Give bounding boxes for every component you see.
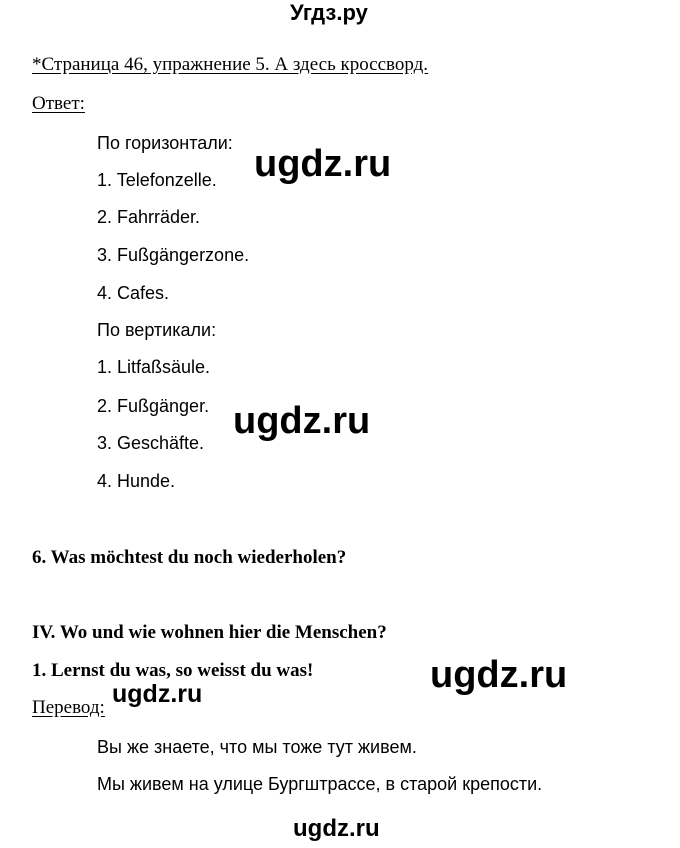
watermark: ugdz.ru: [430, 654, 568, 696]
watermark: ugdz.ru: [293, 815, 380, 842]
subsection-1-title: 1. Lernst du was, so weisst du was!: [32, 660, 314, 681]
horizontal-title: По горизонтали:: [97, 133, 233, 153]
translation-line: Мы живем на улице Бургштрассе, в старой крепости.: [97, 774, 543, 794]
list-item: 4. Cafes.: [97, 283, 170, 303]
vertical-title: По вертикали:: [97, 320, 217, 340]
list-item: 3. Fußgängerzone.: [97, 245, 250, 265]
translation-line: Вы же знаете, что мы тоже тут живем.: [97, 737, 417, 757]
watermark: ugdz.ru: [112, 680, 203, 708]
site-header: Угдз.ру: [290, 0, 368, 25]
list-item: 3. Geschäfte.: [97, 433, 205, 453]
translation-label: Перевод:: [32, 697, 105, 718]
watermark: ugdz.ru: [254, 143, 392, 185]
answer-label: Ответ:: [32, 93, 85, 114]
section-4-title: IV. Wo und wie wohnen hier die Menschen?: [32, 622, 387, 643]
list-item: 1. Telefonzelle.: [97, 170, 217, 190]
list-item: 4. Hunde.: [97, 471, 176, 491]
list-item: 1. Litfaßsäule.: [97, 357, 211, 377]
watermark: ugdz.ru: [233, 400, 371, 442]
task-header: *Страница 46, упражнение 5. А здесь кроссворд.: [32, 54, 429, 75]
list-item: 2. Fahrräder.: [97, 207, 201, 227]
section-6-title: 6. Was möchtest du noch wiederholen?: [32, 547, 347, 568]
list-item: 2. Fußgänger.: [97, 396, 210, 416]
